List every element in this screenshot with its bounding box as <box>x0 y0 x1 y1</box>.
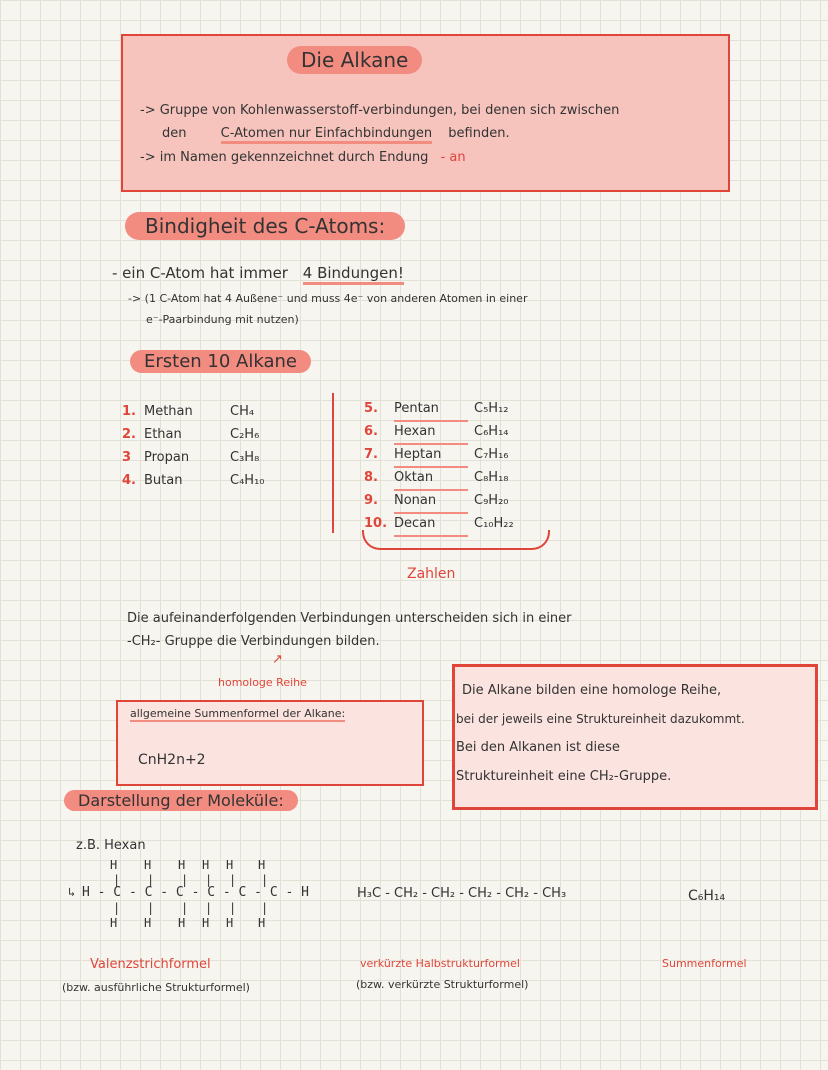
definition-line-3a: -> im Namen gekennzeichnet durch Endung <box>140 150 429 165</box>
homolog-line-2: -CH₂- Gruppe die Verbindungen bilden. <box>127 634 380 649</box>
erste-heading-wrap <box>130 351 311 372</box>
page-title: Die Alkane <box>287 46 422 74</box>
list-item: 10. Decan C₁₀H₂₂ <box>364 512 514 535</box>
definition-line-3 <box>140 150 466 165</box>
summenformel-title: allgemeine Summenformel der Alkane: <box>130 707 346 720</box>
list-item: 3 Propan C₃H₈ <box>122 450 260 465</box>
bindigkeit-line-1 <box>112 264 404 282</box>
alkane-list-left <box>122 400 265 492</box>
bindigkeit-heading-wrap <box>125 214 405 238</box>
bindigkeit-line-3: e⁻-Paarbindung mit nutzen) <box>146 313 299 326</box>
label-halbstruktur-sub: (bzw. verkürzte Strukturformel) <box>356 978 529 991</box>
homolog-line-1: Die aufeinanderfolgenden Verbindungen unterscheiden sich in einer <box>127 611 572 626</box>
homolog-box-line-3: Bei den Alkanen ist diese <box>456 740 620 755</box>
homolog-arrow: ↗ <box>272 652 283 667</box>
darstellung-heading-wrap <box>64 791 298 810</box>
definition-line-2c: befinden. <box>448 126 510 141</box>
label-valenzstrich-sub: (bzw. ausführliche Strukturformel) <box>62 981 250 994</box>
definition-line-2b: C-Atomen nur Einfachbindungen <box>221 126 433 144</box>
list-item: 1. Methan CH₄ <box>122 404 255 419</box>
list-item: 6. Hexan C₆H₁₄ <box>364 420 514 443</box>
list-item: 2. Ethan C₂H₆ <box>122 427 260 442</box>
bracket-label: Zahlen <box>407 566 456 582</box>
list-item: 7. Heptan C₇H₁₆ <box>364 443 514 466</box>
erste-heading: Ersten 10 Alkane <box>130 350 311 373</box>
definition-line-2 <box>162 126 510 141</box>
bindigkeit-heading: Bindigheit des C-Atoms: <box>125 212 405 240</box>
label-valenzstrich: Valenzstrichformel <box>90 957 211 972</box>
definition-line-2a: den <box>162 126 187 141</box>
definition-line-3b: - an <box>440 150 466 165</box>
bindigkeit-line-1b: 4 Bindungen! <box>303 264 404 285</box>
homolog-label: homologe Reihe <box>218 676 307 689</box>
curly-bracket <box>362 530 550 550</box>
homolog-box-line-4: Struktureinheit eine CH₂-Gruppe. <box>456 769 672 784</box>
valenzstrich-formula: H - C - C - C - C - C - C - H <box>82 885 309 900</box>
struct-arrow: ↳ <box>68 885 76 899</box>
list-item: 9. Nonan C₉H₂₀ <box>364 489 514 512</box>
list-item: 4. Butan C₄H₁₀ <box>122 473 265 488</box>
example-label: z.B. Hexan <box>76 838 146 853</box>
column-divider <box>332 393 334 533</box>
list-item: 8. Oktan C₈H₁₈ <box>364 466 514 489</box>
definition-line-1: -> Gruppe von Kohlenwasserstoff-verbindungen, bei denen sich zwischen <box>140 103 620 118</box>
bindigkeit-line-1a: - ein C-Atom hat immer <box>112 264 288 282</box>
homolog-box-line-1: Die Alkane bilden eine homologe Reihe, <box>462 683 722 698</box>
darstellung-heading: Darstellung der Moleküle: <box>64 790 298 811</box>
page-title-wrap <box>287 48 422 72</box>
summen-formula: C₆H₁₄ <box>688 888 726 904</box>
halbstruktur-formula: H₃C - CH₂ - CH₂ - CH₂ - CH₂ - CH₃ <box>357 886 567 901</box>
bindigkeit-line-2: -> (1 C-Atom hat 4 Außene⁻ und muss 4e⁻ von anderen Atomen in einer <box>128 292 528 305</box>
homolog-box-line-2: bei der jeweils eine Struktureinheit dazukommt. <box>456 712 745 726</box>
summenformel-formula: CnH2n+2 <box>138 752 206 768</box>
alkane-list-right <box>364 397 514 535</box>
label-summenformel: Summenformel <box>662 957 747 970</box>
list-item: 5. Pentan C₅H₁₂ <box>364 397 514 420</box>
label-halbstruktur: verkürzte Halbstrukturformel <box>360 957 520 970</box>
